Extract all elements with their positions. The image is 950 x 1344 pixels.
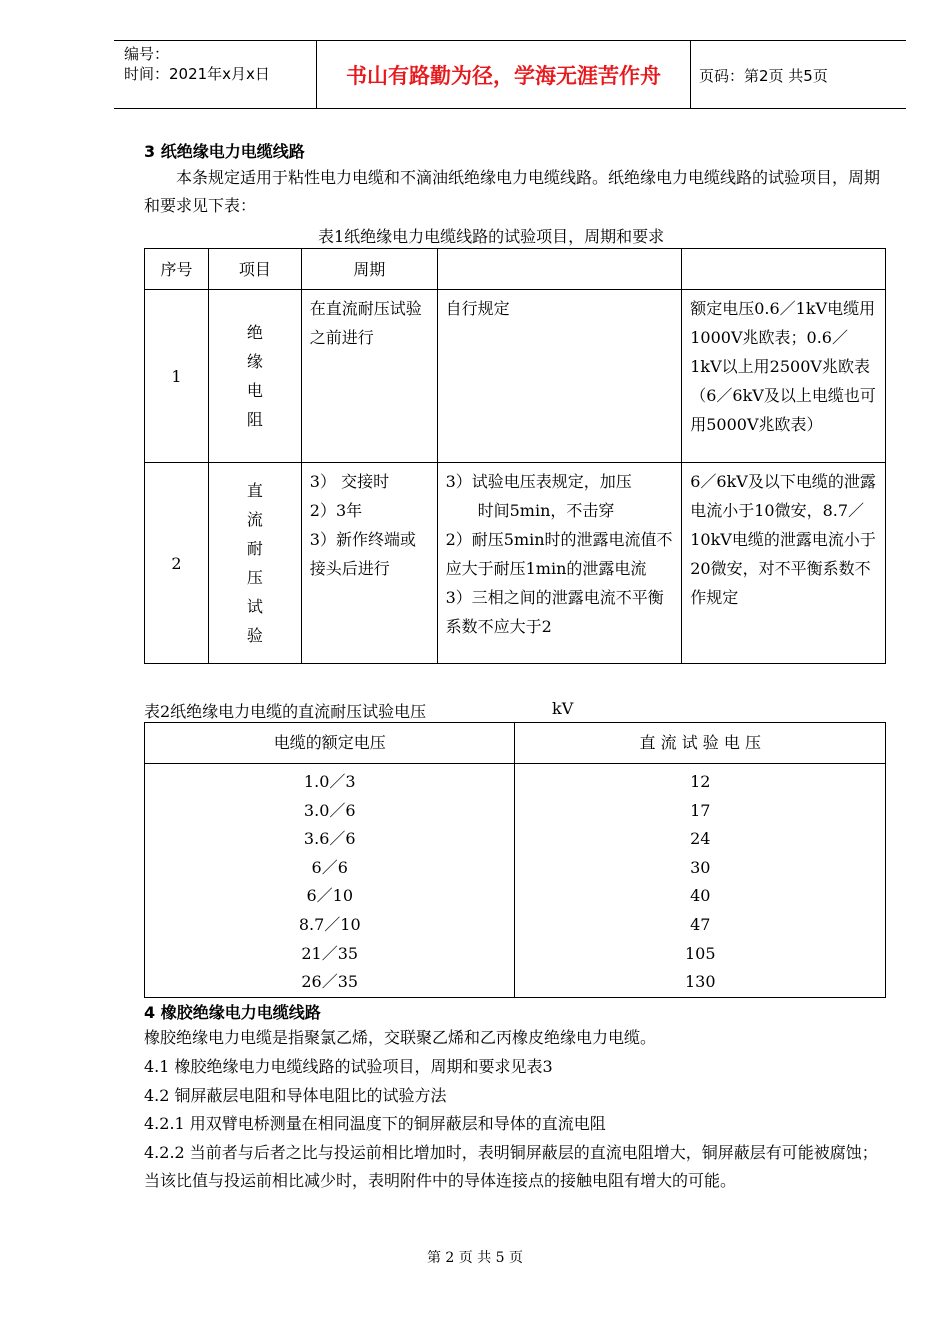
requirement-line: 3）试验电压表规定，加压 [445,472,632,491]
table-1-header-cell: 周期 [301,249,437,290]
test-voltage: 40 [515,882,886,911]
period-line: 3） 交接时 [309,472,390,491]
requirement-line: 3）三相之间的泄露电流不平衡系数不应大于2 [445,588,664,636]
test-voltage: 30 [515,854,886,883]
rated-voltage: 21／35 [145,940,515,969]
row-period [301,463,437,664]
section-4-paragraph: 4.2 铜屏蔽层电阻和导体电阻比的试验方法 [144,1086,447,1105]
table-2-unit: kV [552,699,574,718]
table-1-header-row [145,249,886,290]
row-item [208,290,301,463]
table-2-header-cell: 直 流 试 验 电 压 [515,723,886,764]
rated-voltage: 3.6／6 [145,825,515,854]
table-2-header-cell: 电缆的额定电压 [145,723,515,764]
rated-voltage: 1.0／3 [145,764,515,797]
header-motto: 书山有路勤为径，学海无涯苦作舟 [316,41,691,108]
header-date: 时间：2021年x月x日 [124,65,270,83]
table-2 [144,722,886,998]
table-row [145,797,886,826]
table-row [145,764,886,797]
row-period: 在直流耐压试验之前进行 [301,290,437,463]
table-1-header-cell [437,249,682,290]
table-row [145,968,886,997]
rated-voltage: 8.7／10 [145,911,515,940]
header-meta [114,41,314,108]
rated-voltage: 3.0／6 [145,797,515,826]
test-voltage: 130 [515,968,886,997]
table-row [145,854,886,883]
row-requirement: 自行规定 [437,290,682,463]
table-row [145,825,886,854]
header-page-number: 页码：第2页 共5页 [699,67,828,85]
section-4-paragraph: 4.2.2 当前者与后者之比与投运前相比增加时，表明铜屏蔽层的直流电阻增大，铜屏蔽层有可能被腐蚀；当该比值与投运前相比减少时，表明附件中的导体连接点的接触电阻有增大的可能。 [144,1143,878,1190]
rated-voltage: 26／35 [145,968,515,997]
row-item-text: 绝缘电阻 [246,323,263,429]
table-1 [144,248,886,664]
rated-voltage: 6／10 [145,882,515,911]
table-1-header-cell: 序号 [145,249,209,290]
table-row [145,463,886,664]
test-voltage: 105 [515,940,886,969]
row-number: 1 [145,290,209,463]
requirement-line: 2）耐压5min时的泄露电流值不应大于耐压1min的泄露电流 [445,530,673,578]
row-note: 6／6kV及以下电缆的泄露电流小于10微安，8.7／10kV电缆的泄露电流小于20微安，对不平衡系数不作规定 [682,463,886,664]
rated-voltage: 6／6 [145,854,515,883]
header-number: 编号： [124,45,170,63]
row-item [208,463,301,664]
test-voltage: 47 [515,911,886,940]
row-note: 额定电压0.6／1kV电缆用1000V兆欧表；0.6／1kV以上用2500V兆欧表（6／6kV及以上电缆也可用5000V兆欧表） [682,290,886,463]
table-2-header-row [145,723,886,764]
table-row [145,940,886,969]
table-1-header-cell [682,249,886,290]
period-line: 3）新作终端或接头后进行 [309,530,416,578]
page-footer: 第 2 页 共 5 页 [426,1250,524,1266]
test-voltage: 24 [515,825,886,854]
section-4-paragraph: 4.1 橡胶绝缘电力电缆线路的试验项目，周期和要求见表3 [144,1057,553,1076]
page-header [114,40,906,109]
period-line: 2）3年 [309,501,363,520]
row-number: 2 [145,463,209,664]
table-1-caption: 表1纸绝缘电力电缆线路的试验项目，周期和要求 [318,227,665,246]
table-2-caption: 表2纸绝缘电力电缆的直流耐压试验电压 [144,702,427,721]
requirement-line: 时间5min，不击穿 [445,501,615,520]
test-voltage: 12 [515,764,886,797]
test-voltage: 17 [515,797,886,826]
section-4-heading: 4 橡胶绝缘电力电缆线路 [144,1003,321,1022]
section-3-intro: 本条规定适用于粘性电力电缆和不滴油纸绝缘电力电缆线路。纸绝缘电力电缆线路的试验项目，周期和要求见下表： [144,168,881,215]
section-3-heading: 3 纸绝缘电力电缆线路 [144,142,305,161]
table-row [145,290,886,463]
section-4-paragraph: 橡胶绝缘电力电缆是指聚氯乙烯，交联聚乙烯和乙丙橡皮绝缘电力电缆。 [144,1028,657,1047]
table-row [145,882,886,911]
table-row [145,911,886,940]
row-item-text: 直流耐压试验 [246,481,263,645]
section-4-paragraph: 4.2.1 用双臂电桥测量在相同温度下的铜屏蔽层和导体的直流电阻 [144,1114,606,1133]
row-requirement [437,463,682,664]
table-1-header-cell: 项目 [208,249,301,290]
